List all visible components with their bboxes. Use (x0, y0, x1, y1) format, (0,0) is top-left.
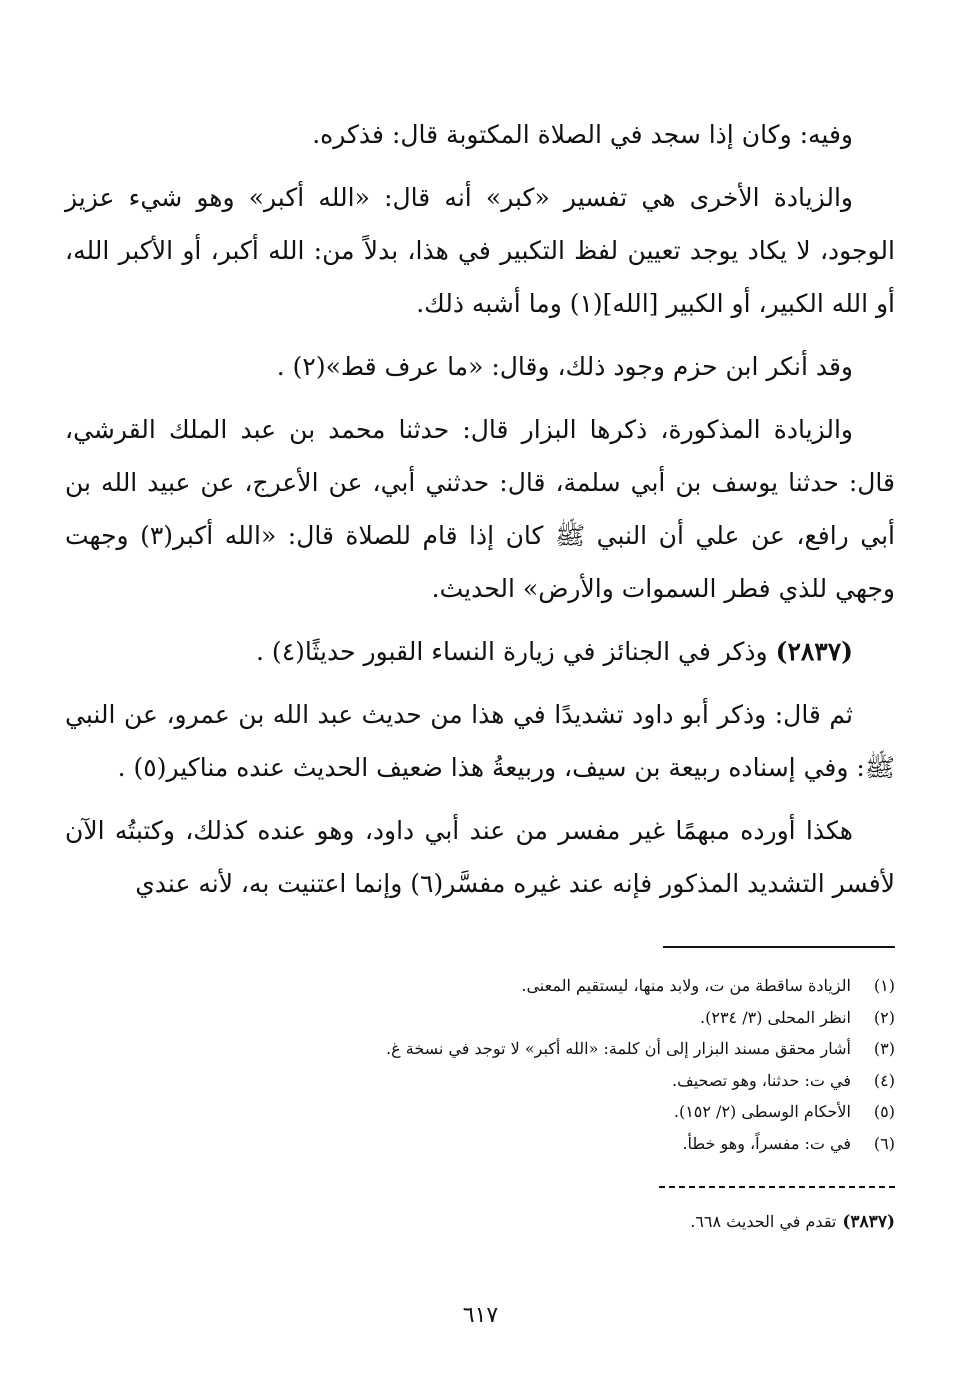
footnote-text: أشار محقق مسند البزار إلى أن كلمة: «الله أكبر» لا توجد في نسخة غ. (386, 1039, 851, 1058)
paragraph (65, 171, 895, 330)
paragraph-text: ثم قال: وذكر أبو داود تشديدًا في هذا من حديث عبد الله بن عمرو، عن النبي ﷺ: وفي إسناده ربيعة بن سيف، وربيعةُ هذا ضعيف الحديث عنده مناكير(٥) . (65, 700, 895, 782)
footnote-text: في ت: مفسراً، وهو خطأ. (682, 1133, 851, 1153)
hadith-number: (٢٨٣٧) (775, 637, 853, 666)
editor-note (65, 1206, 895, 1238)
footnote (65, 1065, 895, 1097)
footnote (65, 1128, 895, 1160)
footnote (65, 1002, 895, 1034)
paragraph-text: والزيادة المذكورة، ذكرها البزار قال: حدثنا محمد بن عبد الملك القرشي، قال: حدثنا يوسف بن أبي سلمة، قال: حدثني أبي، عن الأعرج، عن عبيد الله بن أبي رافع، عن علي أن النبي ﷺ كان إذا قام للصلاة قال: «الله أكبر(٣) وجهت وجهي للذي فطر السموات والأرض» الحديث. (65, 415, 895, 603)
paragraph-text: هكذا أورده مبهمًا غير مفسر من عند أبي داود، وهو عنده كذلك، وكتبتُه الآن لأفسر التشديد المذكور فإنه عند غيره مفسَّر(٦) وإنما اعتنيت به، لأنه عندي (65, 816, 895, 898)
footnote-number: (٤) (873, 1070, 895, 1090)
editor-note-text: تقدم في الحديث ٦٦٨. (690, 1212, 837, 1231)
editor-note-number: (٣٨٣٧) (842, 1212, 895, 1232)
footnote-text: في ت: حدثنا، وهو تصحيف. (672, 1070, 851, 1090)
paragraph (65, 804, 895, 910)
main-text (65, 108, 895, 920)
footnote (65, 1096, 895, 1128)
editor-note-separator (659, 1186, 895, 1188)
footnote-text: الزيادة ساقطة من ت، ولابد منها، ليستقيم المعنى. (521, 976, 851, 995)
paragraph (65, 688, 895, 794)
paragraph (65, 108, 895, 161)
page-number: ٦١٧ (462, 1303, 499, 1328)
paragraph-text: وفيه: وكان إذا سجد في الصلاة المكتوبة قال: فذكره. (312, 120, 853, 149)
paragraph-text: وذكر في الجنائز في زيارة النساء القبور حديثًا(٤) . (256, 637, 768, 666)
footnote-number: (٦) (873, 1133, 895, 1153)
paragraph-text: والزيادة الأخرى هي تفسير «كبر» أنه قال: «الله أكبر» وهو شيء عزيز الوجود، لا يكاد يوجد تعيين لفظ التكبير في هذا، بدلاً من: الله أكبر، أو الأكبر الله، أو الله الكبير، أو الكبير [الله](١) وما أشبه ذلك. (65, 183, 895, 318)
footnotes (65, 970, 895, 1159)
footnote-number: (١) (873, 976, 895, 995)
footnote-number: (٥) (873, 1102, 895, 1121)
paragraph-text: وقد أنكر ابن حزم وجود ذلك، وقال: «ما عرف قط»(٢) . (276, 352, 853, 381)
footnote-number: (٣) (873, 1039, 895, 1058)
footnote (65, 1033, 895, 1065)
paragraph (65, 403, 895, 615)
hadith-entry (65, 625, 895, 678)
paragraph (65, 340, 895, 393)
footnote-separator (663, 946, 895, 948)
footnote-text: الأحكام الوسطى (٢/ ١٥٢). (673, 1102, 851, 1121)
footnote-text: انظر المحلى (٣/ ٢٣٤). (700, 1007, 851, 1027)
footnote-number: (٢) (873, 1007, 895, 1027)
footnote (65, 970, 895, 1002)
